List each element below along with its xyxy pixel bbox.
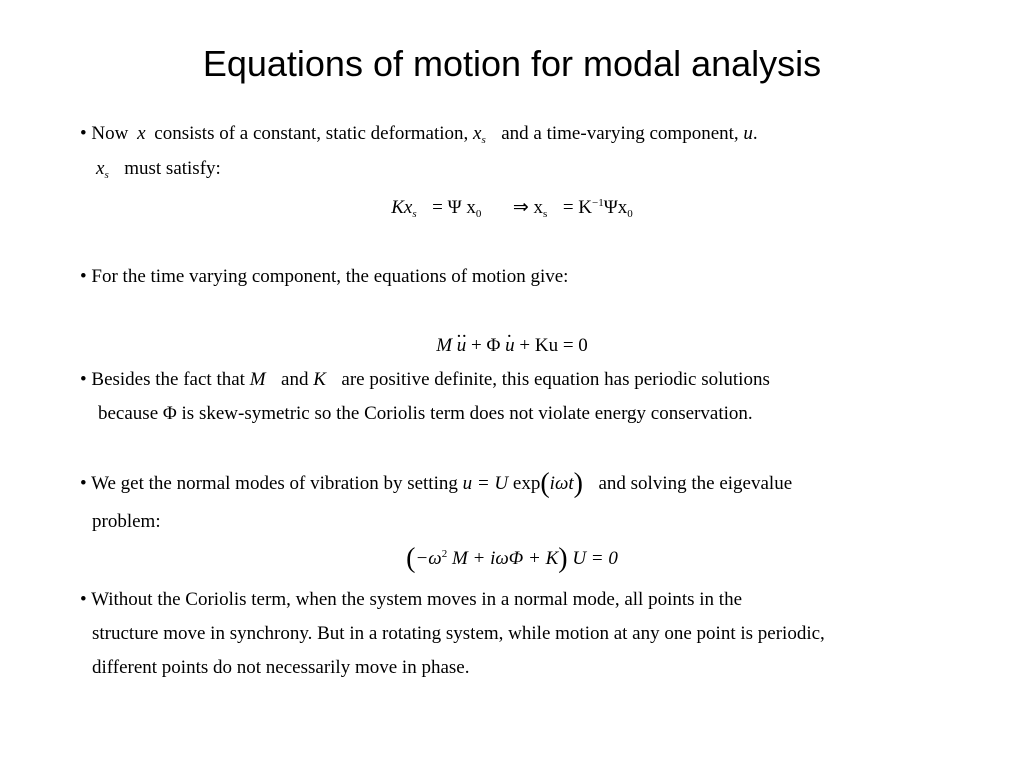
bullet-mark: • bbox=[80, 473, 87, 494]
bullet-now bbox=[80, 122, 758, 146]
var-xs-2: $x_s$ bbox=[96, 158, 109, 181]
eq2-rest: + Ku = 0 bbox=[519, 335, 588, 356]
text-now: Now bbox=[91, 123, 129, 144]
equation-eigenvalue: ($-\omega^2$ M + iωΦ + K) U = 0 bbox=[406, 543, 618, 574]
text-and: and bbox=[281, 369, 309, 390]
var-K: K bbox=[313, 369, 326, 390]
text-eigenvalue: and solving the eigevalue bbox=[598, 473, 793, 494]
equation-static: $Kx_s = \Psi$ $x_0$ ⇒ $x_s = K^{-1}\Psi x_0$ bbox=[391, 197, 633, 220]
text-coriolis-line1: Without the Coriolis term, when the system moves in a normal mode, all points in the bbox=[91, 589, 743, 610]
eq3-result: U = 0 bbox=[572, 548, 618, 569]
text-static: consists of a constant, static deformation, bbox=[154, 123, 469, 144]
text-period: . bbox=[752, 123, 758, 144]
text-positive-definite: are positive definite, this equation has periodic solutions bbox=[341, 369, 770, 390]
eq3-paren-left: ( bbox=[406, 543, 416, 574]
text-must-satisfy: must satisfy: bbox=[124, 158, 221, 179]
text-exp: exp bbox=[512, 473, 541, 494]
bullet-positive-definite bbox=[80, 368, 770, 392]
eq1-arrow: ⇒ x bbox=[512, 197, 544, 218]
eq3-terms: M + iωΦ + K bbox=[451, 548, 559, 569]
bullet-mark: • bbox=[80, 123, 87, 144]
slide-title: Equations of motion for modal analysis bbox=[202, 43, 822, 84]
paren-left: ( bbox=[540, 468, 550, 499]
text-besides: Besides the fact that bbox=[91, 369, 245, 390]
eq2-phi: + Φ bbox=[471, 335, 501, 356]
var-x: x bbox=[137, 123, 146, 144]
bullet-mark: • bbox=[80, 589, 87, 610]
text-coriolis-line3: different points do not necessarily move in phase. bbox=[92, 657, 470, 678]
var-iwt: iωt bbox=[549, 473, 574, 494]
bullet-normal-modes bbox=[80, 468, 793, 499]
eq1-lhs: $Kx_s$ bbox=[391, 197, 417, 220]
bullet-coriolis bbox=[80, 588, 742, 612]
line-skew-symmetric bbox=[98, 402, 753, 426]
eq1-mid: = Ψ x bbox=[432, 197, 476, 218]
eq3-paren-right: ) bbox=[558, 543, 568, 574]
text-because: because Φ is skew-symetric so the Coriolis term does not violate energy conservation. bbox=[98, 403, 753, 424]
text-time-varying: and a time-varying component, bbox=[501, 123, 739, 144]
xs-must-satisfy bbox=[96, 157, 221, 181]
text-normal-modes: We get the normal modes of vibration by setting bbox=[91, 473, 458, 494]
bullet-mark: • bbox=[80, 369, 87, 390]
var-M: M bbox=[249, 369, 266, 390]
eq1-tail: Ψx bbox=[603, 197, 628, 218]
text-problem: problem: bbox=[92, 511, 161, 532]
line-coriolis-2 bbox=[92, 622, 825, 646]
eq2-u-dot: · u bbox=[505, 335, 515, 356]
eq2-M: M bbox=[436, 335, 453, 356]
bullet-mark: • bbox=[80, 266, 87, 287]
eq3-neg-omega: −ω bbox=[415, 548, 442, 569]
eq1-rhs: = K bbox=[562, 197, 592, 218]
eq-u-equals-U: u = U bbox=[462, 473, 509, 494]
var-u: u bbox=[743, 123, 753, 144]
text-time-varying-component: For the time varying component, the equations of motion give: bbox=[91, 266, 569, 287]
paren-right: ) bbox=[573, 468, 583, 499]
bullet-time-varying bbox=[80, 265, 568, 289]
text-coriolis-line2: structure move in synchrony. But in a rotating system, while motion at any one point is periodic, bbox=[92, 623, 825, 644]
line-coriolis-3 bbox=[92, 656, 469, 680]
equation-motion bbox=[0, 334, 1024, 358]
eq2-u-ddot: ·· u bbox=[457, 335, 467, 356]
var-xs: $x_s$ bbox=[473, 123, 486, 146]
line-problem bbox=[92, 510, 161, 534]
